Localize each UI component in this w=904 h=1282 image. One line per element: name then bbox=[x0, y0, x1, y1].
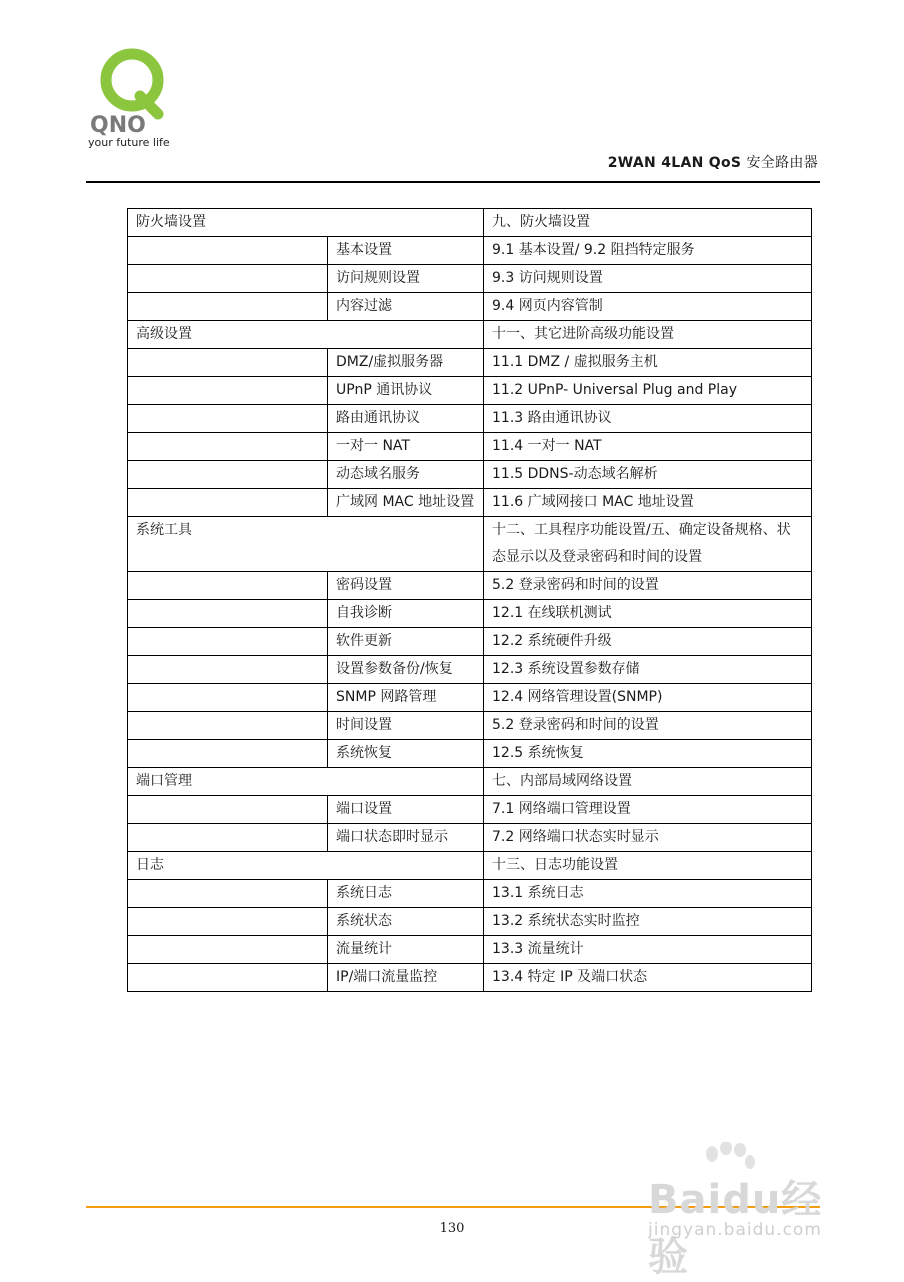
tagline: your future life bbox=[88, 136, 170, 149]
empty-cell bbox=[128, 908, 328, 936]
chapter-reference-cell: 9.3 访问规则设置 bbox=[484, 265, 812, 293]
table-row bbox=[128, 349, 812, 377]
chapter-reference-cell: 13.2 系统状态实时监控 bbox=[484, 908, 812, 936]
chapter-reference-cell: 11.5 DDNS-动态域名解析 bbox=[484, 461, 812, 489]
empty-cell bbox=[128, 461, 328, 489]
title-en: 2WAN 4LAN QoS bbox=[607, 155, 742, 171]
function-index-table bbox=[127, 208, 812, 992]
empty-cell bbox=[128, 740, 328, 768]
empty-cell bbox=[128, 936, 328, 964]
menu-item-cell: 系统恢复 bbox=[328, 740, 484, 768]
menu-item-cell: 时间设置 bbox=[328, 712, 484, 740]
section-cell: 系统工具 bbox=[128, 517, 484, 572]
chapter-reference-cell: 十一、其它进阶高级功能设置 bbox=[484, 321, 812, 349]
empty-cell bbox=[128, 237, 328, 265]
table-row bbox=[128, 321, 812, 349]
table-row bbox=[128, 852, 812, 880]
menu-item-cell: 访问规则设置 bbox=[328, 265, 484, 293]
empty-cell bbox=[128, 489, 328, 517]
section-cell: 防火墙设置 bbox=[128, 209, 484, 237]
header-divider bbox=[86, 181, 820, 183]
chapter-reference-cell: 13.4 特定 IP 及端口状态 bbox=[484, 964, 812, 992]
chapter-reference-cell: 13.3 流量统计 bbox=[484, 936, 812, 964]
empty-cell bbox=[128, 628, 328, 656]
table-row bbox=[128, 824, 812, 852]
menu-item-cell: 系统日志 bbox=[328, 880, 484, 908]
table-row bbox=[128, 489, 812, 517]
table-row bbox=[128, 209, 812, 237]
chapter-reference-cell: 11.1 DMZ / 虚拟服务主机 bbox=[484, 349, 812, 377]
chapter-reference-cell: 11.2 UPnP- Universal Plug and Play bbox=[484, 377, 812, 405]
table-row bbox=[128, 572, 812, 600]
menu-item-cell: 设置参数备份/恢复 bbox=[328, 656, 484, 684]
menu-item-cell: 流量统计 bbox=[328, 936, 484, 964]
table-row bbox=[128, 936, 812, 964]
empty-cell bbox=[128, 433, 328, 461]
chapter-reference-cell: 12.4 网络管理设置(SNMP) bbox=[484, 684, 812, 712]
empty-cell bbox=[128, 964, 328, 992]
menu-item-cell: IP/端口流量监控 bbox=[328, 964, 484, 992]
chapter-reference-cell: 5.2 登录密码和时间的设置 bbox=[484, 572, 812, 600]
empty-cell bbox=[128, 265, 328, 293]
chapter-reference-cell: 11.4 一对一 NAT bbox=[484, 433, 812, 461]
chapter-reference-cell: 13.1 系统日志 bbox=[484, 880, 812, 908]
empty-cell bbox=[128, 880, 328, 908]
menu-item-cell: 基本设置 bbox=[328, 237, 484, 265]
empty-cell bbox=[128, 405, 328, 433]
table-row bbox=[128, 712, 812, 740]
document-title bbox=[608, 152, 818, 172]
menu-item-cell: 密码设置 bbox=[328, 572, 484, 600]
table-row bbox=[128, 461, 812, 489]
menu-item-cell: 广域网 MAC 地址设置 bbox=[328, 489, 484, 517]
chapter-reference-cell: 12.3 系统设置参数存储 bbox=[484, 656, 812, 684]
table-row bbox=[128, 377, 812, 405]
table-row bbox=[128, 600, 812, 628]
logo-text: QNO bbox=[90, 113, 146, 136]
section-cell: 高级设置 bbox=[128, 321, 484, 349]
menu-item-cell: 端口设置 bbox=[328, 796, 484, 824]
table-row bbox=[128, 880, 812, 908]
table-row bbox=[128, 964, 812, 992]
table-row bbox=[128, 740, 812, 768]
section-cell: 端口管理 bbox=[128, 768, 484, 796]
chapter-reference-cell: 十二、工具程序功能设置/五、确定设备规格、状态显示以及登录密码和时间的设置 bbox=[484, 517, 812, 572]
empty-cell bbox=[128, 712, 328, 740]
menu-item-cell: DMZ/虚拟服务器 bbox=[328, 349, 484, 377]
table-row bbox=[128, 628, 812, 656]
menu-item-cell: SNMP 网路管理 bbox=[328, 684, 484, 712]
table-row bbox=[128, 517, 812, 572]
empty-cell bbox=[128, 377, 328, 405]
table-row bbox=[128, 656, 812, 684]
menu-item-cell: 软件更新 bbox=[328, 628, 484, 656]
menu-item-cell: 动态域名服务 bbox=[328, 461, 484, 489]
table-row bbox=[128, 796, 812, 824]
menu-item-cell: 系统状态 bbox=[328, 908, 484, 936]
chapter-reference-cell: 7.1 网络端口管理设置 bbox=[484, 796, 812, 824]
menu-item-cell: 自我诊断 bbox=[328, 600, 484, 628]
page-number: 130 bbox=[439, 1221, 465, 1236]
table-row bbox=[128, 293, 812, 321]
empty-cell bbox=[128, 600, 328, 628]
table-row bbox=[128, 405, 812, 433]
chapter-reference-cell: 12.2 系统硬件升级 bbox=[484, 628, 812, 656]
menu-item-cell: 路由通讯协议 bbox=[328, 405, 484, 433]
empty-cell bbox=[128, 656, 328, 684]
menu-item-cell: 端口状态即时显示 bbox=[328, 824, 484, 852]
table-row bbox=[128, 237, 812, 265]
chapter-reference-cell: 11.6 广域网接口 MAC 地址设置 bbox=[484, 489, 812, 517]
empty-cell bbox=[128, 349, 328, 377]
table-row bbox=[128, 265, 812, 293]
menu-item-cell: 一对一 NAT bbox=[328, 433, 484, 461]
menu-item-cell: UPnP 通讯协议 bbox=[328, 377, 484, 405]
table-body bbox=[128, 209, 812, 992]
chapter-reference-cell: 9.1 基本设置/ 9.2 阻挡特定服务 bbox=[484, 237, 812, 265]
chapter-reference-cell: 12.1 在线联机测试 bbox=[484, 600, 812, 628]
table-row bbox=[128, 433, 812, 461]
title-cn: 安全路由器 bbox=[746, 155, 818, 171]
table-row bbox=[128, 684, 812, 712]
baidu-watermark bbox=[640, 1148, 860, 1280]
chapter-reference-cell: 11.3 路由通讯协议 bbox=[484, 405, 812, 433]
chapter-reference-cell: 七、内部局域网络设置 bbox=[484, 768, 812, 796]
chapter-reference-cell: 9.4 网页内容管制 bbox=[484, 293, 812, 321]
empty-cell bbox=[128, 572, 328, 600]
chapter-reference-cell: 十三、日志功能设置 bbox=[484, 852, 812, 880]
chapter-reference-cell: 九、防火墙设置 bbox=[484, 209, 812, 237]
empty-cell bbox=[128, 824, 328, 852]
watermark-main: Baidu经验 bbox=[648, 1177, 823, 1280]
watermark-sub: jingyan.baidu.com bbox=[648, 1220, 822, 1240]
chapter-reference-cell: 7.2 网络端口状态实时显示 bbox=[484, 824, 812, 852]
chapter-reference-cell: 12.5 系统恢复 bbox=[484, 740, 812, 768]
table-row bbox=[128, 908, 812, 936]
empty-cell bbox=[128, 796, 328, 824]
menu-item-cell: 内容过滤 bbox=[328, 293, 484, 321]
table-row bbox=[128, 768, 812, 796]
section-cell: 日志 bbox=[128, 852, 484, 880]
chapter-reference-cell: 5.2 登录密码和时间的设置 bbox=[484, 712, 812, 740]
empty-cell bbox=[128, 293, 328, 321]
empty-cell bbox=[128, 684, 328, 712]
